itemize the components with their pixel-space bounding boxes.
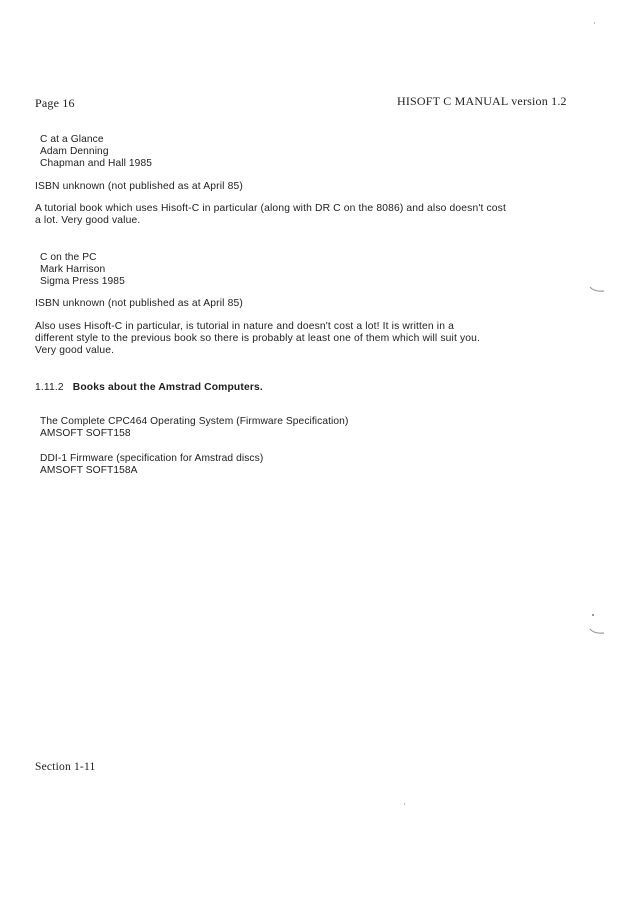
scan-mark-icon <box>588 284 608 294</box>
book-isbn: ISBN unknown (not published as at April 85) <box>35 181 243 192</box>
scan-dot-icon <box>404 803 405 805</box>
book-publisher: Chapman and Hall 1985 <box>40 158 152 169</box>
manual-title: HISOFT C MANUAL version 1.2 <box>397 94 567 108</box>
scan-dot-icon <box>594 22 595 24</box>
section-number: 1.11.2 <box>35 382 64 393</box>
footer-section-label: Section 1-11 <box>35 761 96 773</box>
page-number: Page 16 <box>35 96 75 110</box>
scan-dot-icon <box>592 614 594 616</box>
book-entry-c-at-a-glance <box>40 134 152 170</box>
section-title: Books about the Amstrad Computers. <box>72 382 263 393</box>
scan-mark-icon <box>588 626 608 636</box>
section-heading <box>35 382 263 394</box>
book-entry-ddi1-firmware <box>40 453 263 477</box>
book-code: AMSOFT SOFT158A <box>40 465 138 476</box>
book-title: C at a Glance <box>40 134 104 145</box>
description-line: a lot. Very good value. <box>35 215 141 226</box>
description-line: Also uses Hisoft-C in particular, is tutorial in nature and doesn't cost a lot! It is written in a <box>35 321 455 332</box>
book-publisher: Sigma Press 1985 <box>40 276 125 287</box>
book-title: DDI-1 Firmware (specification for Amstrad discs) <box>40 453 264 464</box>
book-title: C on the PC <box>40 252 97 263</box>
book-isbn: ISBN unknown (not published as at April 85) <box>35 298 243 309</box>
description-line: different style to the previous book so there is probably at least one of them which will suit you. <box>35 333 481 344</box>
book-entry-c-on-the-pc <box>40 252 125 288</box>
book-description <box>35 321 480 357</box>
book-entry-cpc464-firmware <box>40 416 348 440</box>
book-author: Adam Denning <box>40 146 109 157</box>
description-line: Very good value. <box>35 345 115 356</box>
book-author: Mark Harrison <box>40 264 106 275</box>
book-title: The Complete CPC464 Operating System (Firmware Specification) <box>40 416 349 427</box>
description-line: A tutorial book which uses Hisoft-C in particular (along with DR C on the 8086) and also doesn't cost <box>35 203 506 214</box>
book-code: AMSOFT SOFT158 <box>40 428 131 439</box>
book-description <box>35 203 506 227</box>
